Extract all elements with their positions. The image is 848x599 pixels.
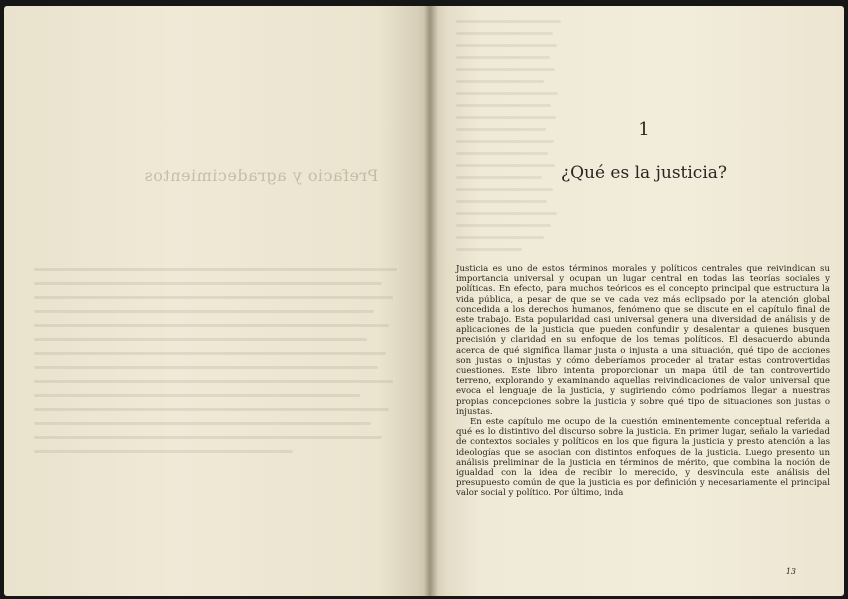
bleed-through-text-right [456, 20, 566, 260]
body-paragraph-1: Justicia es uno de estos términos morales y políticos centrales que reivindican su importancia universal y ocupan un lugar central en todas las teorías sociales y políticas. En efecto, para muchos teóricos es el concepto principal que estructura la vida pública, a pesar de que se ve cada vez más eclipsado por la atención global concedida a los derechos humanos, fenómeno que se discute en el capítulo final de este trabajo. Esta popularidad casi universal genera una diversidad de análisis y de aplicaciones de la justicia que pueden confundir y desalentar a quienes busquen precisión y claridad en su enfoque de los temas políticos. El desacuerdo abunda acerca de qué significa llamar justa o injusta a una situación, qué tipo de acciones son justas o injustas y cómo deberíamos proceder al tratar estas controvertidas cuestiones. Este libro intenta proporcionar un mapa útil de tan controvertido terreno, explorando y examinando aquellas reivindicaciones de valor universal que evoca el lenguaje de la justicia, y sugiriendo cómo podríamos llegar a nuestras propias concepciones sobre la justicia y sobre qué tipo de situaciones son justas o injustas. [456, 264, 830, 417]
body-paragraph-2: En este capítulo me ocupo de la cuestión eminentemente conceptual referida a qué es lo distintivo del discurso sobre la justicia. En primer lugar, señalo la variedad de contextos sociales y políticos en los que figura la justicia y presto atención a las ideologías que se asocian con distintos enfoques de la justicia. Luego presento un análisis preliminar de la justicia en términos de mérito, que combina la noción de igualdad con la idea de recibir lo merecido, y desvincula este análisis del presupuesto común de que la justicia es por definición y necesariamente el principal valor social y político. Por último, inda [456, 417, 830, 499]
chapter-body [456, 264, 830, 499]
chapter-number: 1 [638, 119, 650, 140]
page-number: 13 [785, 567, 796, 576]
chapter-title: ¿Qué es la justicia? [560, 163, 728, 183]
left-page [4, 6, 430, 596]
bleed-through-title: Prefacio y agradecimientos [144, 166, 379, 185]
book-gutter [424, 6, 438, 596]
right-page [430, 6, 844, 596]
bleed-through-text [34, 268, 404, 464]
